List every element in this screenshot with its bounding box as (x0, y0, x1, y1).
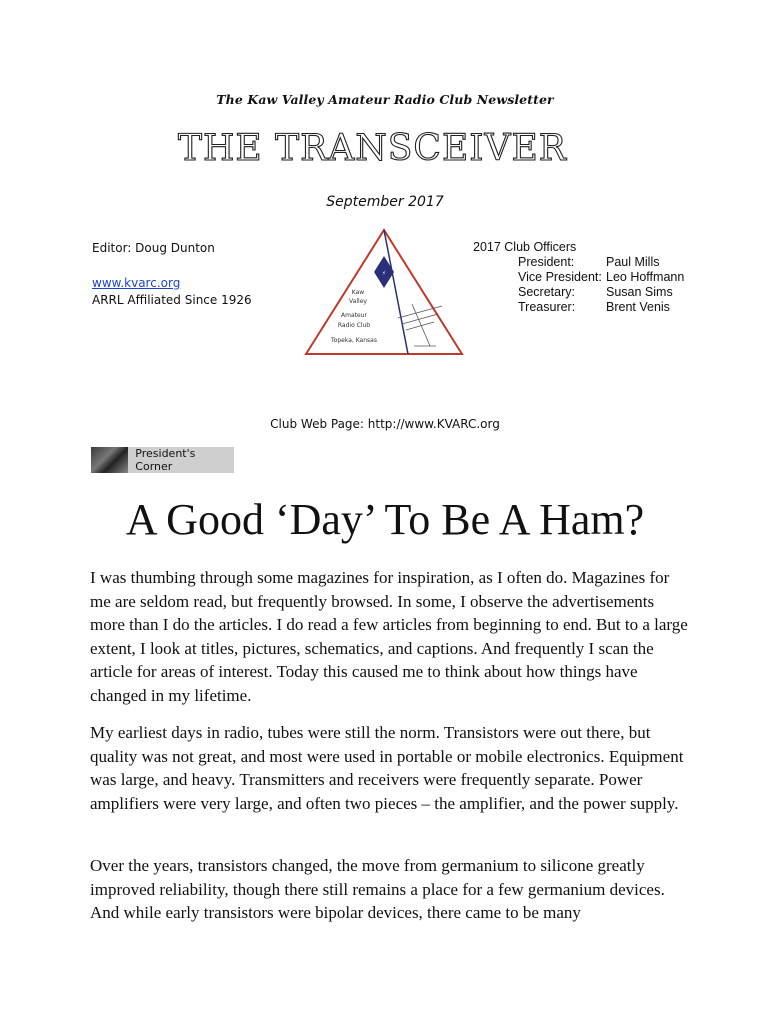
club-web-page: Club Web Page: http://www.KVARC.org (270, 417, 500, 431)
club-officers (473, 240, 684, 315)
president-photo (91, 447, 128, 473)
officer-name: Leo Hoffmann (606, 270, 685, 284)
officer-name: Paul Mills (606, 255, 660, 269)
officer-row (473, 300, 684, 315)
logo-line-2: Valley (349, 298, 367, 305)
masthead-title: THE TRANSCEIVER (178, 128, 567, 169)
officer-row (473, 285, 684, 300)
logo-line-3: Amateur (341, 312, 367, 319)
club-website-link[interactable]: www.kvarc.org (92, 276, 181, 290)
editor-credit: Editor: Doug Dunton (92, 241, 215, 255)
section-banner-label: President's Corner (135, 447, 196, 473)
club-logo (302, 226, 466, 358)
officer-role: Secretary: (518, 285, 575, 299)
logo-triangle (306, 230, 462, 354)
officers-heading: 2017 Club Officers (473, 240, 577, 254)
officer-name: Brent Venis (606, 300, 670, 314)
officer-row (473, 270, 684, 285)
officer-role: President: (518, 255, 575, 269)
logo-line-4: Radio Club (337, 322, 371, 329)
arrl-affiliation: ARRL Affiliated Since 1926 (92, 293, 252, 307)
officer-name: Susan Sims (606, 285, 673, 299)
logo-line-1: Kaw (351, 289, 365, 296)
article-paragraph: I was thumbing through some magazines for inspiration, as I often do. Magazines for me are seldom read, but frequently browsed. In some, I observe the advertisements more than I do the articles. I do read a few articles from beginning to end. But to a large extent, I look at titles, pictures, schematics, and captions. And frequently I scan the article for areas of interest. Today this caused me to think about how things have changed in my lifetime. (90, 568, 688, 705)
officer-role: Treasurer: (518, 300, 576, 314)
newsletter-tagline: The Kaw Valley Amateur Radio Club Newsletter (216, 92, 554, 107)
officer-role: Vice President: (518, 270, 602, 284)
article-paragraph: Over the years, transistors changed, the move from germanium to silicone greatly improved reliability, though there still remains a place for a few germanium devices. And while early transistors were bipolar devices, there came to be many (90, 856, 665, 922)
logo-diamond-text: ⚡ (381, 270, 387, 277)
presidents-corner-banner (91, 447, 234, 473)
issue-date: September 2017 (326, 194, 444, 210)
logo-line-5: Topeka, Kansas (331, 337, 377, 344)
article-paragraph: My earliest days in radio, tubes were still the norm. Transistors were out there, but quality was not great, and most were used in portable or mobile electronics. Equipment was large, and heavy. Transmitters and receivers were frequently separate. Power amplifiers were very large, and often two pieces – the amplifier, and the power supply. (90, 723, 684, 813)
article-title: A Good ‘Day’ To Be A Ham? (125, 495, 645, 544)
officer-row (473, 255, 684, 270)
